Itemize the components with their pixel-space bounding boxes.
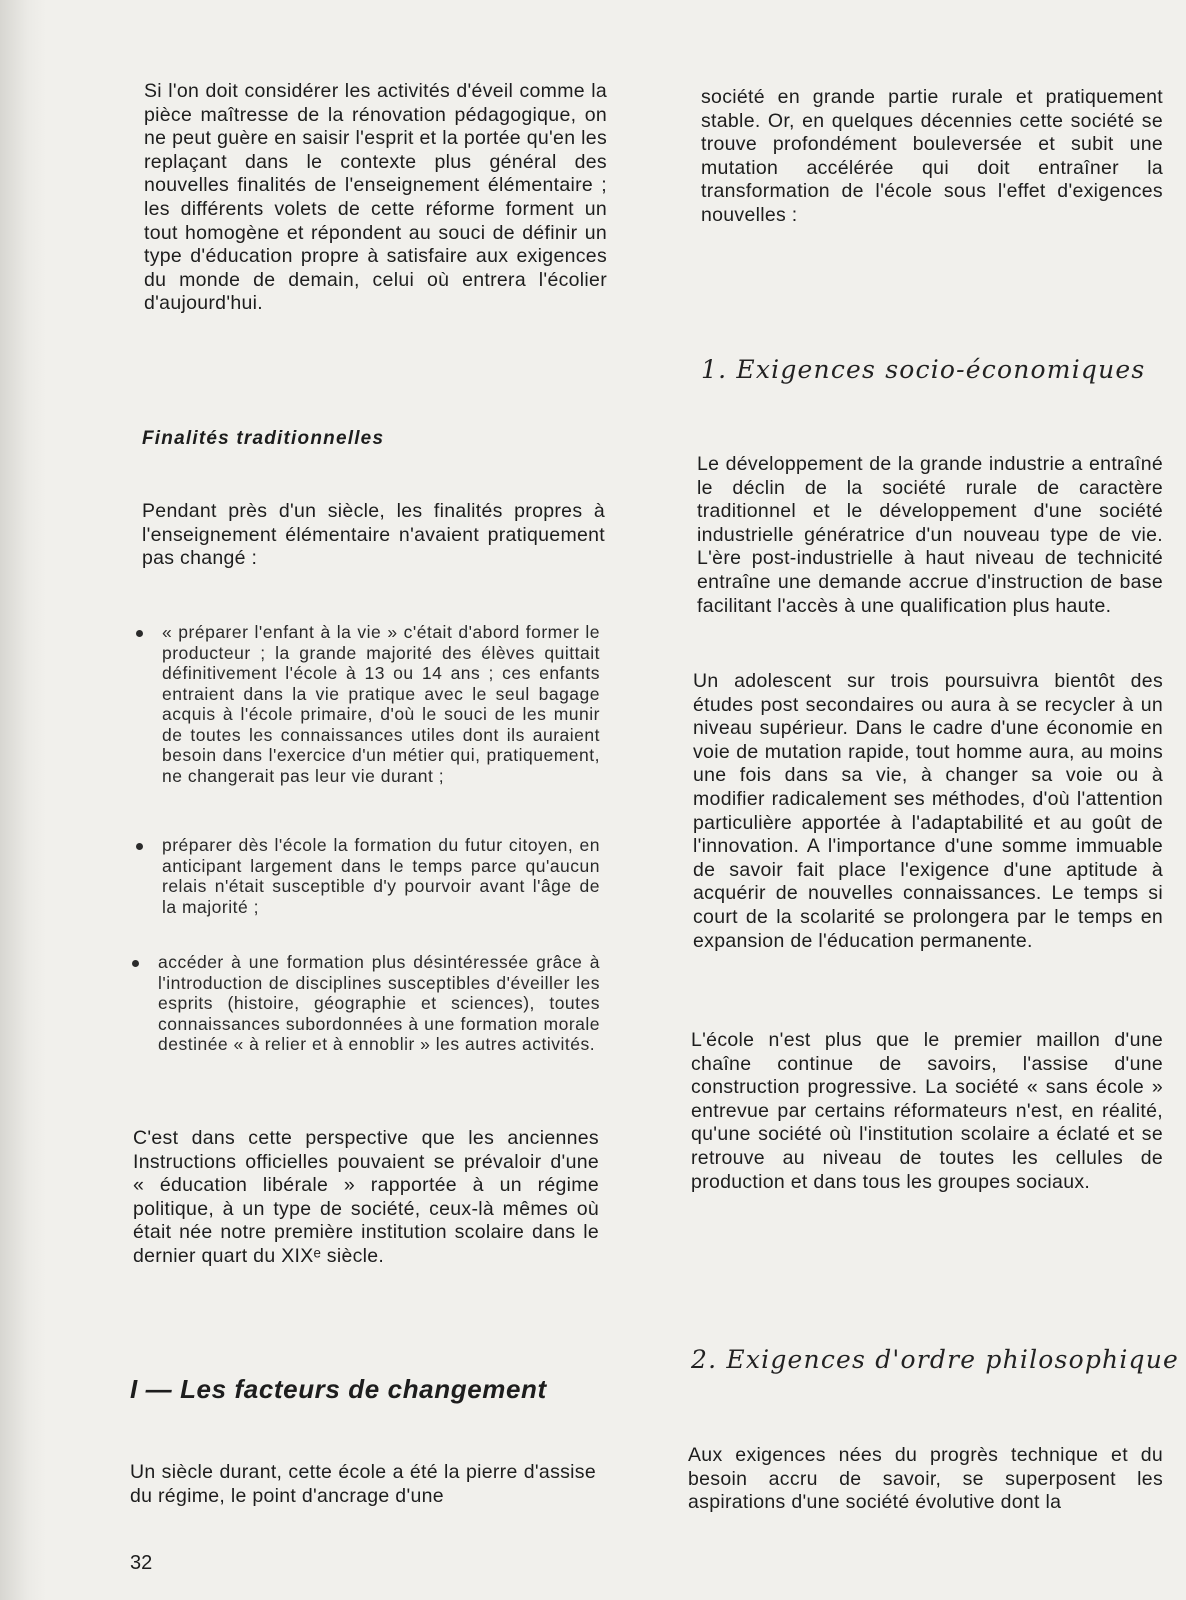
heading1-block bbox=[701, 355, 1163, 384]
paragraph-instructions: C'est dans cette perspective que les anciennes Instructions officielles pouvaient se prévaloir d'une « éducation libérale » rapportée à un régime politique, à un type de société, ceux-là mêmes où était née notre première institution scolaire dans le dernier quart du XIXᵉ siècle. bbox=[133, 1127, 599, 1267]
subheading-traditional-goals: Finalités traditionnelles bbox=[142, 428, 385, 449]
bullet-text: « préparer l'enfant à la vie » c'était d'abord former le producteur ; la grande majorité des élèves quittait définitivement l'école à 13 ou 14 ans ; ces enfants entraient dans la vie pratique avec le seul bagage acquis à l'école primaire, d'où le souci de les munir de toutes les connaissances utiles dont ils auraient besoin dans l'exercice d'un métier qui, pratiquement, ne changerait pas leur vie durant ; bbox=[162, 622, 600, 786]
section-heading-block bbox=[130, 1374, 600, 1405]
paragraph-traditional-goals: Pendant près d'un siècle, les finalités propres à l'enseignement élémentaire n'avaient pratiquement pas changé : bbox=[142, 500, 605, 570]
right-para0-block bbox=[701, 86, 1163, 228]
paragraph-stable-society: société en grande partie rurale et pratiquement stable. Or, en quelques décennies cette société se trouve profondément bouleversée et subit une mutation accélérée qui doit entraîner la transformation de l'école sous l'effet d'exigences nouvelles : bbox=[701, 86, 1163, 226]
left-para2-block bbox=[133, 1127, 599, 1269]
left-column bbox=[144, 80, 607, 316]
paragraph-school-link: L'école n'est plus que le premier maillon d'une chaîne continue de savoirs, l'assise d'une construction progressive. La société « sans école » entrevue par certains réformateurs n'est, en réalité, qu'une société où l'institution scolaire a éclaté et se retrouve au niveau de toutes les cellules de production et dans tous les groupes sociaux. bbox=[691, 1029, 1163, 1193]
bullet-list bbox=[136, 622, 600, 786]
bullet-dot-icon bbox=[136, 630, 143, 637]
heading-philosophical: 2. Exigences d'ordre philosophique bbox=[691, 1345, 1180, 1374]
bullet-list-3 bbox=[132, 952, 600, 1055]
left-para1-block bbox=[142, 500, 605, 571]
bullet-dot-icon bbox=[132, 960, 139, 967]
bullet-dot-icon bbox=[136, 843, 143, 850]
heading2-block bbox=[691, 1345, 1180, 1374]
left-subheading-block bbox=[142, 428, 605, 450]
bullet-list-2 bbox=[136, 835, 600, 917]
right-para4-block bbox=[688, 1444, 1163, 1515]
bullet-text: préparer dès l'école la formation du futur citoyen, en anticipant largement dans le temps parce qu'aucun relais n'était susceptible d'y pourvoir avant l'âge de la majorité ; bbox=[162, 835, 600, 917]
paragraph-century: Un siècle durant, cette école a été la pierre d'assise du régime, le point d'ancrage d'une bbox=[130, 1461, 596, 1507]
paragraph-adolescent: Un adolescent sur trois poursuivra bientôt des études post secondaires ou aura à se recycler à un niveau supérieur. Dans le cadre d'une économie en voie de mutation rapide, tout homme aura, au moins une fois dans sa vie, à changer sa voie ou à modifier radicalement ses méthodes, d'où l'attention particulière apportée à l'adaptabilité et au goût de l'innovation. A l'importance d'une somme immuable de savoir fait place l'exigence d'une aptitude à acquérir de nouvelles connaissances. Le temps si court de la scolarité se prolongera par le temps en expansion de l'éducation permanente. bbox=[693, 670, 1163, 952]
paragraph-aspirations: Aux exigences nées du progrès technique et du besoin accru de savoir, se superposent les aspirations d'une société évolutive dont la bbox=[688, 1444, 1163, 1514]
left-para3-block bbox=[130, 1461, 596, 1508]
list-item bbox=[136, 835, 600, 917]
right-para1-block bbox=[697, 453, 1163, 618]
list-item bbox=[132, 952, 600, 1055]
page-number: 32 bbox=[130, 1552, 153, 1574]
paragraph-industry: Le développement de la grande industrie a entraîné le déclin de la société rurale de caractère traditionnel et le développement d'une société industrielle génératrice d'un nouveau type de vie. L'ère post-industrielle à haut niveau de technicité entraîne une demande accrue d'instruction de base facilitant l'accès à une qualification plus haute. bbox=[697, 453, 1163, 617]
section-heading-change-factors: I — Les facteurs de changement bbox=[130, 1374, 547, 1404]
intro-paragraph: Si l'on doit considérer les activités d'éveil comme la pièce maîtresse de la rénovation pédagogique, on ne peut guère en saisir l'esprit et la portée qu'en les replaçant dans le contexte plus général des nouvelles finalités de l'enseignement élémentaire ; les différents volets de cette réforme forment un tout homogène et répondent au souci de définir un type d'éducation propre à satisfaire aux exigences du monde de demain, celui où entrera l'écolier d'aujourd'hui. bbox=[144, 80, 607, 315]
list-item bbox=[136, 622, 600, 786]
bullet-text: accéder à une formation plus désintéressée grâce à l'introduction de disciplines susceptibles d'éveiller les esprits (histoire, géographie et sciences), toutes connaissances subordonnées à une formation morale destinée « à relier et à ennoblir » les autres activités. bbox=[158, 952, 600, 1054]
page-edge-shadow bbox=[0, 0, 46, 1600]
heading-socio-economic: 1. Exigences socio-économiques bbox=[701, 355, 1146, 384]
right-para2-block bbox=[693, 670, 1163, 953]
right-para3-block bbox=[691, 1029, 1163, 1194]
